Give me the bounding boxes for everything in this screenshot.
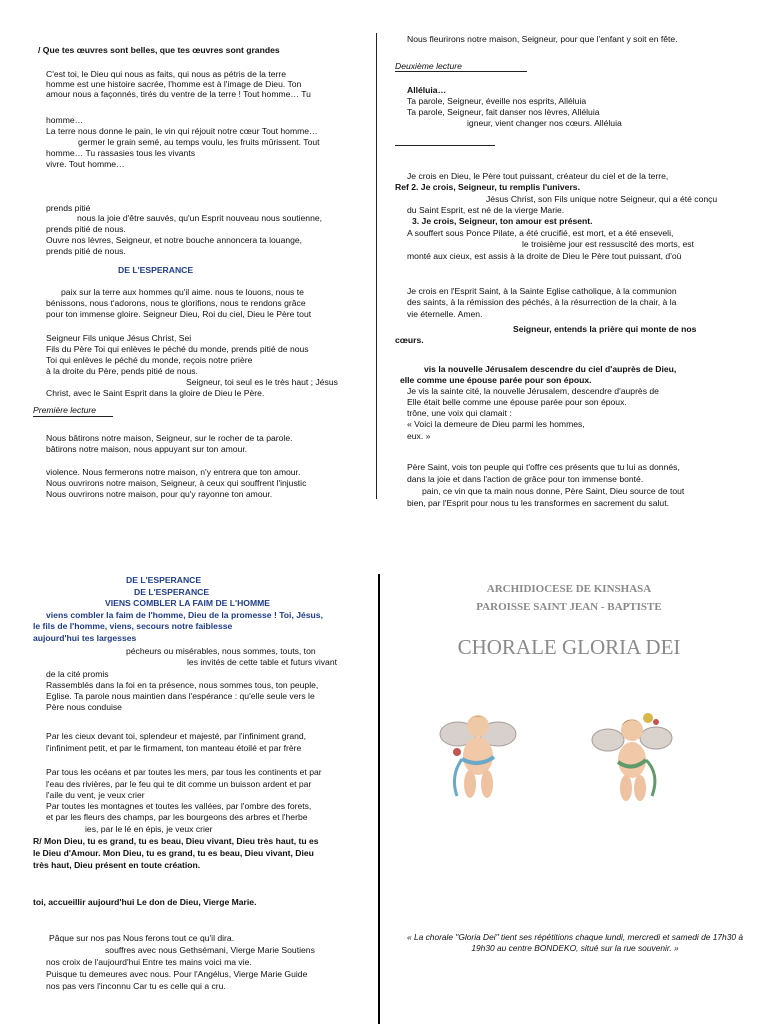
refrain-line: le Dieu d'Amour. Mon Dieu, tu es grand, tu es beau, Dieu vivant, Dieu — [33, 848, 314, 858]
text-line: l'aile du vent, je veux crier — [46, 790, 145, 800]
text-line: du Saint Esprit, est né de la vierge Marie. — [407, 205, 565, 215]
marie-line: toi, accueillir aujourd'hui Le don de Dieu, Vierge Marie. — [33, 897, 257, 907]
reading-label: Première lecture — [33, 405, 97, 415]
text-line: bâtirons notre maison, nous appuyant sur ton amour. — [46, 444, 248, 454]
text-line: Seigneur, toi seul es le très haut ; Jésus — [186, 377, 338, 387]
credo-refrain: 3. Je crois, Seigneur, ton amour est présent. — [412, 216, 593, 226]
text-line: amour nous a façonnés, tirés du ventre de la terre ! Tout homme… Tu — [46, 89, 311, 99]
text-line: Ta parole, Seigneur, éveille nos esprits, Alléluia — [407, 96, 587, 106]
text-line: Rassemblés dans la foi en ta présence, nous sommes tous, ton peuple, — [46, 680, 319, 690]
text-line: de la cité promis — [46, 669, 109, 679]
text-line: « Voici la demeure de Dieu parmi les hommes, — [407, 419, 585, 429]
text-line: bénissons, nous t'adorons, nous te glorifions, nous te rendons grâce — [46, 298, 306, 308]
text-line: Je crois en l'Esprit Saint, à la Sainte Eglise catholique, à la communion — [407, 286, 677, 296]
text-line: Eglise. Ta parole nous maintien dans l'espérance : qu'elle seule vers le — [46, 691, 315, 701]
cherub-left-icon — [432, 704, 526, 812]
text-line: monté aux cieux, est assis à la droite de Dieu le Père tout puissant, d'où — [407, 251, 682, 261]
text-line: Ta parole, Seigneur, fait danser nos lèvres, Alléluia — [407, 107, 600, 117]
text-line: La terre nous donne le pain, le vin qui réjouit notre cœur Tout homme… — [46, 126, 318, 136]
text-line: les invités de cette table et futurs vivant — [187, 657, 337, 667]
text-line: et par les fleurs des champs, par les bourgeons des arbres et l'herbe — [46, 812, 308, 822]
text-line: Seigneur Fils unique Jésus Christ, Sei — [46, 333, 192, 343]
text-line: violence. Nous fermerons notre maison, n'y entrera que ton amour. — [46, 467, 301, 477]
text-line: vie éternelle. Amen. — [407, 309, 483, 319]
text-line: Nous ouvrirons notre maison, Seigneur, à ceux qui souffrent l'injustic — [46, 478, 307, 488]
refrain-line: très haut, Dieu présent en toute création. — [33, 860, 201, 870]
text-line: ies, par le lé en épis, je veux crier — [85, 824, 213, 834]
text-line: nos croix de l'aujourd'hui Entre tes mains voici ma vie. — [46, 957, 252, 967]
text-line: l'eau des rivières, par le feu qui te dit comme un buisson ardent et par — [46, 779, 312, 789]
text-line: Père Saint, vois ton peuple qui t'offre ces présents que tu lui as donnés, — [407, 462, 680, 472]
section-heading: DE L'ESPERANCE — [118, 265, 194, 275]
reading-label: Deuxième lecture — [395, 61, 462, 71]
text-line: Nous fleurirons notre maison, Seigneur, pour que l'enfant y soit en fête. — [407, 34, 678, 44]
parish-title: PAROISSE SAINT JEAN - BAPTISTE — [476, 601, 662, 613]
text-line: eux. » — [407, 431, 431, 441]
text-line: Elle était belle comme une épouse parée pour son époux. — [407, 397, 627, 407]
text-line: nos pas vers l'inconnu Car tu es celle qui a cru. — [46, 981, 226, 991]
text-line: homme… — [46, 115, 84, 125]
prayer-line: cœurs. — [395, 335, 424, 345]
text-line: C'est toi, le Dieu qui nous as faits, qui nous as pétris de la terre — [46, 69, 287, 79]
text-line: Nous ouvrirons notre maison, pour qu'y rayonne ton amour. — [46, 489, 273, 499]
reading-underline — [33, 416, 113, 417]
text-line: prends pitié de nous. — [46, 224, 126, 234]
text-line: homme est une histoire sacrée, l'homme est à l'image de Dieu. Ton — [46, 79, 302, 89]
psalm-title: / Que tes œuvres sont belles, que tes œuvres sont grandes — [38, 45, 280, 55]
text-line: Par les cieux devant toi, splendeur et majesté, par l'infiniment grand, — [46, 731, 307, 741]
section-heading: VIENS COMBLER LA FAIM DE L'HOMME — [105, 598, 271, 608]
cherub-right-icon — [586, 704, 680, 812]
text-line: Je crois en Dieu, le Père tout puissant, créateur du ciel et de la terre, — [407, 171, 669, 181]
text-line: vivre. Tout homme… — [46, 159, 125, 169]
text-line: souffres avec nous Gethsémani, Vierge Marie Soutiens — [105, 945, 315, 955]
blue-line: le fils de l'homme, viens, secours notre faiblesse — [33, 621, 233, 631]
text-line: Toi qui enlèves le péché du monde, reçois notre prière — [46, 355, 253, 365]
alleluia-title: Alléluia… — [407, 85, 447, 95]
prayer-line: Seigneur, entends la prière qui monte de nos — [513, 324, 697, 334]
text-line: germer le grain semé, au temps voulu, les fruits mûrissent. Tout — [78, 137, 320, 147]
text-line: homme… Tu rassasies tous les vivants — [46, 148, 196, 158]
text-line: Puisque tu demeures avec nous. Pour l'Angélus, Vierge Marie Guide — [46, 969, 308, 979]
rehearsal-note: « La chorale "Gloria Dei" tient ses répétitions chaque lundi, mercredi et samedi de 17h30 à 19h30 au centre BONDEKO, situé sur la rue souvenir. » — [406, 932, 744, 953]
text-line: prends pitié de nous. — [46, 246, 126, 256]
refrain-line: R/ Mon Dieu, tu es grand, tu es beau, Dieu vivant, Dieu très haut, tu es — [33, 836, 319, 846]
text-line: Par tous les océans et par toutes les mers, par tous les continents et par — [46, 767, 322, 777]
credo-refrain: Ref 2. Je crois, Seigneur, tu remplis l'univers. — [395, 182, 580, 192]
blue-line: viens combler la faim de l'homme, Dieu de la promesse ! Toi, Jésus, — [46, 610, 323, 620]
text-line: prends pitié — [46, 203, 91, 213]
text-line: Christ, avec le Saint Esprit dans la gloire de Dieu le Père. — [46, 388, 265, 398]
divider — [395, 145, 495, 146]
blue-line: aujourd'hui tes largesses — [33, 633, 137, 643]
jerusalem-line: vis la nouvelle Jérusalem descendre du ciel d'auprès de Dieu, — [424, 364, 677, 374]
text-line: igneur, vient changer nos cœurs. Alléluia — [467, 118, 622, 128]
text-line: l'infiniment petit, et par le firmament, ton manteau étoilé et par frère — [46, 743, 302, 753]
text-line: Nous bâtirons notre maison, Seigneur, sur le rocher de ta parole. — [46, 433, 293, 443]
section-heading: DE L'ESPERANCE — [126, 575, 202, 585]
archdiocese-title: ARCHIDIOCESE DE KINSHASA — [486, 583, 652, 595]
text-line: Ouvre nos lèvres, Seigneur, et notre bouche annoncera ta louange, — [46, 235, 303, 245]
jerusalem-line: elle comme une épouse parée pour son époux. — [400, 375, 592, 385]
text-line: des saints, à la rémission des péchés, à la résurrection de la chair, à la — [407, 297, 677, 307]
text-line: pécheurs ou misérables, nous sommes, touts, ton — [126, 646, 316, 656]
text-line: A souffert sous Ponce Pilate, a été crucifié, est mort, et a été enseveli, — [407, 228, 674, 238]
text-line: pain, ce vin que ta main nous donne, Père Saint, Dieu source de tout — [422, 486, 685, 496]
text-line: Pâque sur nos pas Nous ferons tout ce qu'il dira. — [49, 933, 235, 943]
text-line: Par toutes les montagnes et toutes les vallées, par l'ombre des forets, — [46, 801, 312, 811]
column-divider — [376, 33, 377, 499]
text-line: Jésus Christ, son Fils unique notre Seigneur, qui a été conçu — [486, 194, 718, 204]
text-line: nous la joie d'être sauvés, qu'un Esprit nouveau nous soutienne, — [77, 213, 323, 223]
text-line: trône, une voix qui clamait : — [407, 408, 512, 418]
text-line: à la droite du Père, pends pitié de nous. — [46, 366, 198, 376]
text-line: pour ton immense gloire. Seigneur Dieu, Roi du ciel, Dieu le Père tout — [46, 309, 312, 319]
cover-edge — [378, 574, 380, 1024]
text-line: dans la joie et dans l'action de grâce pour ton immense bonté. — [407, 474, 644, 484]
chorale-title: CHORALE GLORIA DEI — [457, 635, 681, 659]
reading-underline — [395, 71, 527, 72]
text-line: Je vis la sainte cité, la nouvelle Jérusalem, descendre d'auprès de — [407, 386, 659, 396]
text-line: Fils du Père Toi qui enlèves le péché du monde, prends pitié de nous — [46, 344, 309, 354]
text-line: bien, par l'Esprit pour nous tu les transformes en sacrement du salut. — [407, 498, 669, 508]
text-line: paix sur la terre aux hommes qu'il aime. nous te louons, nous te — [61, 287, 304, 297]
text-line: le troisième jour est ressuscité des morts, est — [522, 239, 694, 249]
text-line: Père nous conduise — [46, 702, 122, 712]
section-heading: DE L'ESPERANCE — [134, 587, 210, 597]
